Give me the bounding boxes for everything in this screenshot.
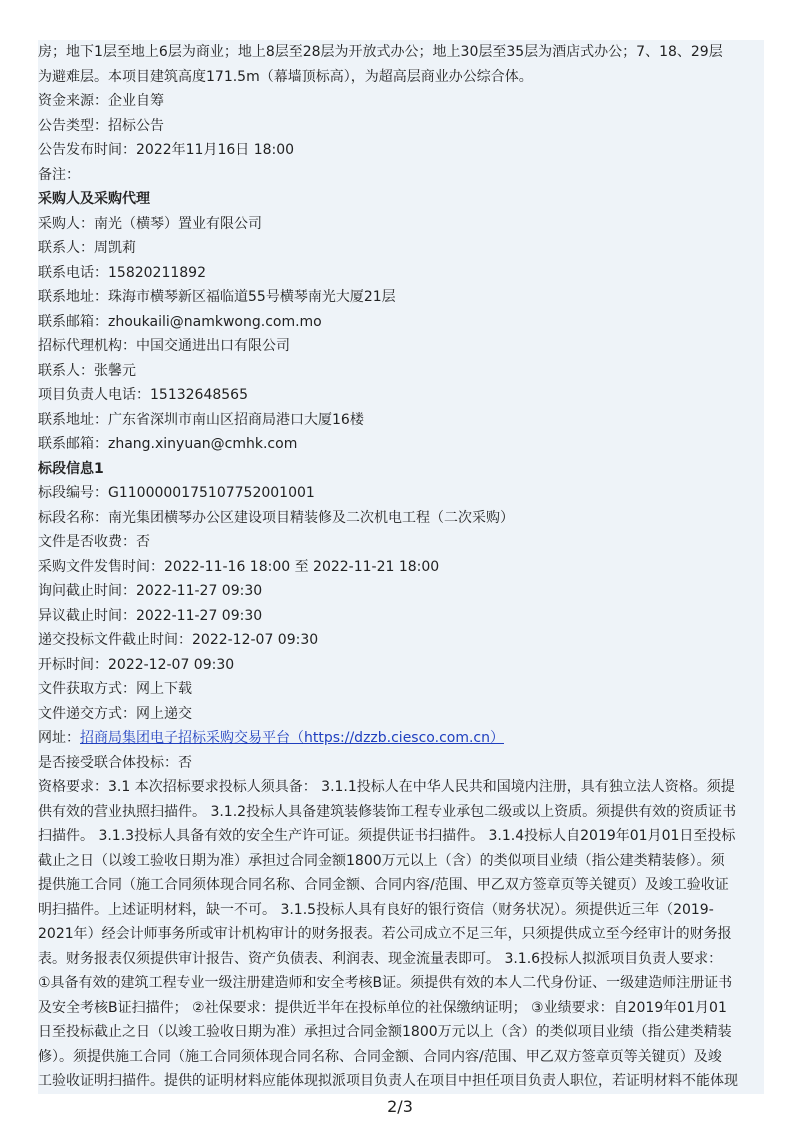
publish-time: 公告发布时间：2022年11月16日 18:00 xyxy=(38,142,295,158)
purchaser-phone: 联系电话：15820211892 xyxy=(38,264,206,281)
lot-name: 标段名称：南光集团横琴办公区建设项目精装修及二次机电工程（二次采购） xyxy=(38,509,514,526)
sale-time: 采购文件发售时间：2022-11-16 18:00 至 2022-11-21 18:00 xyxy=(38,558,440,575)
purchaser-contact: 联系人：周凯莉 xyxy=(38,240,136,256)
qualification-line: 修）。须提供施工合同（施工合同须体现合同名称、合同金额、合同内容/范围、甲乙双方签章页等关键页）及竣 xyxy=(38,1048,722,1065)
intro-line: 为避难层。本项目建筑高度171.5m（幕墙顶标高），为超高层商业办公综合体。 xyxy=(38,68,533,85)
agency-phone: 项目负责人电话：15132648565 xyxy=(38,387,248,403)
purchaser-email: 联系邮箱：zhoukaili@namkwong.com.mo xyxy=(38,313,322,330)
qualification-line: 明扫描件。上述证明材料，缺一不可。 3.1.5投标人具有良好的银行资信（财务状况）。须提供近三年（2019- xyxy=(38,901,714,918)
website-row xyxy=(38,726,764,751)
qualification-line: 扫描件。 3.1.3投标人具备有效的安全生产许可证。须提供证书扫描件。 3.1.4投标人自2019年01月01日至投标 xyxy=(38,828,736,844)
intro-line: 房；地下1层至地上6层为商业；地上8层至28层为开放式办公；地上30层至35层为酒店式办公；7、18、29层 xyxy=(38,44,723,60)
inquiry-deadline: 询问截止时间：2022-11-27 09:30 xyxy=(38,583,263,599)
lot-section-heading: 标段信息1 xyxy=(38,460,104,477)
funding-source: 资金来源：企业自筹 xyxy=(38,93,164,109)
agency-address: 联系地址：广东省深圳市南山区招商局港口大厦16楼 xyxy=(38,411,364,428)
qualification-line: ①具备有效的建筑工程专业一级注册建造师和安全考核B证。须提供有效的本人二代身份证、一级建造师注册证书 xyxy=(38,975,733,991)
document-fee: 文件是否收费：否 xyxy=(38,534,150,550)
lot-number: 标段编号：G1100000175107752001001 xyxy=(38,485,315,501)
qualification-line: 资格要求：3.1 本次招标要求投标人须具备： 3.1.1投标人在中华人民共和国境内注册，具有独立法人资格。须提 xyxy=(38,779,735,795)
consortium-bid: 是否接受联合体投标：否 xyxy=(38,754,192,771)
qualification-requirements xyxy=(38,775,764,1094)
remarks: 备注： xyxy=(38,166,80,183)
qualification-line: 提供施工合同（施工合同须体现合同名称、合同金额、合同内容/范围、甲乙双方签章页等关键页）及竣工验收证 xyxy=(38,877,729,893)
qualification-line: 截止之日（以竣工验收日期为准）承担过合同金额1800万元以上（含）的类似项目业绩（指公建类精装修）。须 xyxy=(38,852,725,869)
opening-time: 开标时间：2022-12-07 09:30 xyxy=(38,656,235,673)
submission-deadline: 递交投标文件截止时间：2022-12-07 09:30 xyxy=(38,632,319,648)
purchaser-address: 联系地址：珠海市横琴新区福临道55号横琴南光大厦21层 xyxy=(38,289,396,305)
submit-method: 文件递交方式：网上递交 xyxy=(38,705,192,722)
website-label: 网址： xyxy=(38,730,80,746)
agency-name: 招标代理机构：中国交通进出口有限公司 xyxy=(38,338,290,354)
page-number: 2/3 xyxy=(387,1097,413,1116)
agency-email: 联系邮箱：zhang.xinyuan@cmhk.com xyxy=(38,436,298,452)
qualification-line: 工验收证明扫描件。提供的证明材料应能体现拟派项目负责人在项目中担任项目负责人职位，若证明材料不能体现 xyxy=(38,1073,738,1089)
purchaser-section-heading: 采购人及采购代理 xyxy=(38,191,150,207)
qualification-line: 日至投标截止之日（以竣工验收日期为准）承担过合同金额1800万元以上（含）的类似项目业绩（指公建类精装 xyxy=(38,1024,732,1040)
agency-contact: 联系人：张馨元 xyxy=(38,362,136,379)
qualification-line: 表。财务报表仅须提供审计报告、资产负债表、利润表、现金流量表即可。 3.1.6投标人拟派项目负责人要求： xyxy=(38,950,723,967)
notice-type: 公告类型：招标公告 xyxy=(38,117,164,134)
purchaser-name: 采购人：南光（横琴）置业有限公司 xyxy=(38,215,262,232)
document-body xyxy=(38,40,764,1094)
obtain-method: 文件获取方式：网上下载 xyxy=(38,681,192,697)
platform-link[interactable]: 招商局集团电子招标采购交易平台（https://dzzb.ciesco.com.cn） xyxy=(80,730,504,746)
objection-deadline: 异议截止时间：2022-11-27 09:30 xyxy=(38,607,263,624)
qualification-line: 2021年）经会计师事务所或审计机构审计的财务报表。若公司成立不足三年，只须提供成立至今经审计的财务报 xyxy=(38,926,732,942)
qualification-line: 及安全考核B证扫描件； ②社保要求：提供近半年在投标单位的社保缴纳证明； ③业绩要求：自2019年01月01 xyxy=(38,999,727,1016)
qualification-line: 供有效的营业执照扫描件。 3.1.2投标人具备建筑装修装饰工程专业承包二级或以上资质。须提供有效的资质证书 xyxy=(38,803,737,820)
